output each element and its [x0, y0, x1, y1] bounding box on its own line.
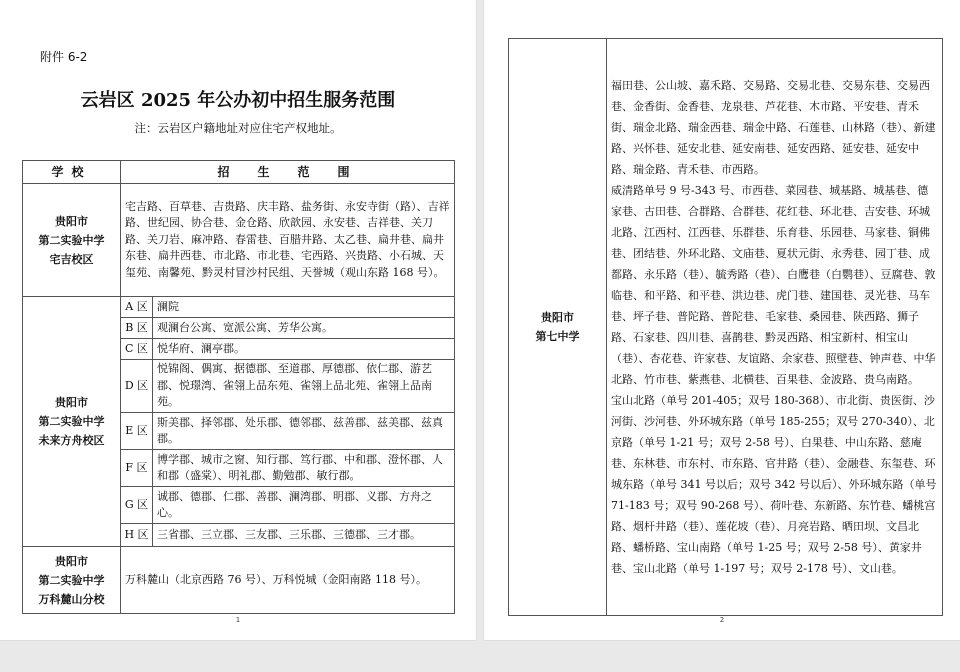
zone-label: H 区 — [121, 524, 153, 547]
zone-label: D 区 — [121, 360, 153, 413]
range-cell: 宅吉路、百草巷、吉贵路、庆丰路、盐务街、永安寺街（路）、吉祥路、世纪园、协合巷、金仓路、欣歆园、永安巷、吉祥巷、关刀路、关刀岩、麻冲路、春雷巷、百腊井路、太乙巷、扁井巷、扁井东巷、扁井西巷、市北路、市北巷、宅西路、兴贵路、小石城、天玺苑、南馨苑、黔灵村冒沙村民组、天誉城（观山东路 168 号）。 — [121, 184, 455, 297]
attachment-label: 附件 6-2 — [40, 50, 88, 64]
zone-label: G 区 — [121, 487, 153, 524]
zone-range: 博学郡、城市之窗、知行郡、笃行郡、中和郡、澄怀郡、人和郡（盛棠）、明礼郡、勤勉郡、敏行郡。 — [153, 450, 455, 487]
school-cell — [23, 297, 121, 547]
table-header-row — [23, 161, 455, 184]
document-title: 云岩区 2025 年公办初中招生服务范围 — [80, 90, 396, 111]
zone-label: B 区 — [121, 318, 153, 339]
enrollment-table — [22, 160, 455, 614]
school-line: 贵阳市 — [541, 311, 574, 324]
zone-range: 悦锦阁、偶寓、据德郡、至道郡、厚德郡、依仁郡、游艺郡、悦璟湾、雀翎上品东苑、雀翎上品北苑、雀翎上品南苑。 — [153, 360, 455, 413]
table-row — [23, 547, 455, 614]
page-number: 2 — [719, 616, 725, 624]
zone-range: 澜院 — [153, 297, 455, 318]
range-paragraph: 威清路单号 9 号-343 号、市西巷、菜园巷、城基路、城基巷、德家巷、古田巷、合群路、合群巷、花红巷、环北巷、吉安巷、环城北路、江西村、江西巷、乐群巷、乐育巷、乐园巷、马家巷、铜佛巷、团结巷、外环北路、文庙巷、夏状元街、永秀巷、园丁巷、成都路、永乐路（巷）、毓秀路（巷）、白鹰巷（白鹦巷）、豆腐巷、敦临巷、和平路、和平巷、洪边巷、虎门巷、建国巷、灵光巷、马车巷、坪子巷、普陀路、普陀巷、毛家巷、桑园巷、陕西路、狮子路、石家巷、四川巷、喜鹊巷、黔灵西路、相宝新村、相宝山（巷）、杏花巷、许家巷、友谊路、余家巷、照壁巷、钟声巷、中华北路、竹市巷、紫燕巷、北横巷、百果巷、金波路、贵乌南路。 — [611, 184, 936, 386]
school-line: 万科麓山分校 — [38, 592, 105, 606]
zone-label: C 区 — [121, 339, 153, 360]
page-1 — [0, 0, 476, 640]
school-cell — [509, 39, 607, 616]
zone-label: A 区 — [121, 297, 153, 318]
school-line: 贵阳市 — [55, 554, 88, 568]
table-row — [23, 297, 455, 318]
zone-range: 斯美郡、择邻郡、处乐郡、德邻郡、兹善郡、兹美郡、兹真郡。 — [153, 413, 455, 450]
school-line: 贵阳市 — [55, 214, 88, 228]
school-line: 第二实验中学 — [38, 415, 105, 428]
zone-range: 三省郡、三立郡、三友郡、三乐郡、三德郡、三才郡。 — [153, 524, 455, 547]
zone-label: E 区 — [121, 413, 153, 450]
school-line: 宅吉校区 — [49, 252, 94, 266]
page-number: 1 — [235, 616, 241, 624]
school-cell — [23, 547, 121, 614]
range-cell — [607, 39, 943, 616]
school-line: 第七中学 — [535, 330, 580, 343]
table-row — [509, 39, 943, 616]
document-note: 注：云岩区户籍地址对应住宅产权地址。 — [134, 121, 342, 135]
enrollment-table-continued — [508, 38, 943, 616]
zone-label: F 区 — [121, 450, 153, 487]
range-paragraph: 宝山北路（单号 201-405；双号 180-368）、市北街、贵医街、沙河街、沙河巷、外环城东路（单号 185-255；双号 270-340）、北京路（单号 1-21 号；双号 2-58 号）、白果巷、中山东路、慈庵巷、东林巷、市东村、市东路、官井路（巷）、金融巷、东玺巷、环城东路（单号 341 号以后；双号 342 号以后）、外环城东路（单号 71-183 号；双号 90-268 号）、荷叶巷、东新路、东竹巷、蟠桃宫路、烟杆井路（巷）、莲花坡（巷）、月亮岩路、晒田坝、文昌北路、蟠桥路、宝山南路（单号 1-25 号；双号 2-58 号）、黄家井巷、宝山北路（单号 1-197 号；双号 2-178 号）、文山巷。 — [611, 394, 937, 575]
school-line: 未来方舟校区 — [38, 434, 105, 447]
school-line: 贵阳市 — [55, 396, 88, 409]
zone-range: 诚郡、德郡、仁郡、善郡、澜湾郡、明郡、义郡、方舟之心。 — [153, 487, 455, 524]
header-school: 学校 — [23, 161, 121, 184]
school-cell — [23, 184, 121, 297]
zone-range: 悦华府、澜亭郡。 — [153, 339, 455, 360]
range-paragraph: 福田巷、公山坡、嘉禾路、交易路、交易北巷、交易东巷、交易西巷、金香街、金香巷、龙泉巷、芦花巷、木市路、平安巷、青禾街、瑞金北路、瑞金西巷、瑞金中路、石莲巷、山林路（巷）、新建路、兴怀巷、延安北巷、延安南巷、延安西路、延安巷、延安中路、瑞金路、青禾巷、市西路。 — [611, 79, 936, 176]
school-line: 第二实验中学 — [38, 573, 105, 587]
school-line: 第二实验中学 — [38, 233, 105, 247]
zone-range: 观澜台公寓、宽派公寓、芳华公寓。 — [153, 318, 455, 339]
header-range: 招 生 范 围 — [121, 161, 455, 184]
range-cell: 万科麓山（北京西路 76 号）、万科悦城（金阳南路 118 号）。 — [121, 547, 455, 614]
table-row — [23, 184, 455, 297]
